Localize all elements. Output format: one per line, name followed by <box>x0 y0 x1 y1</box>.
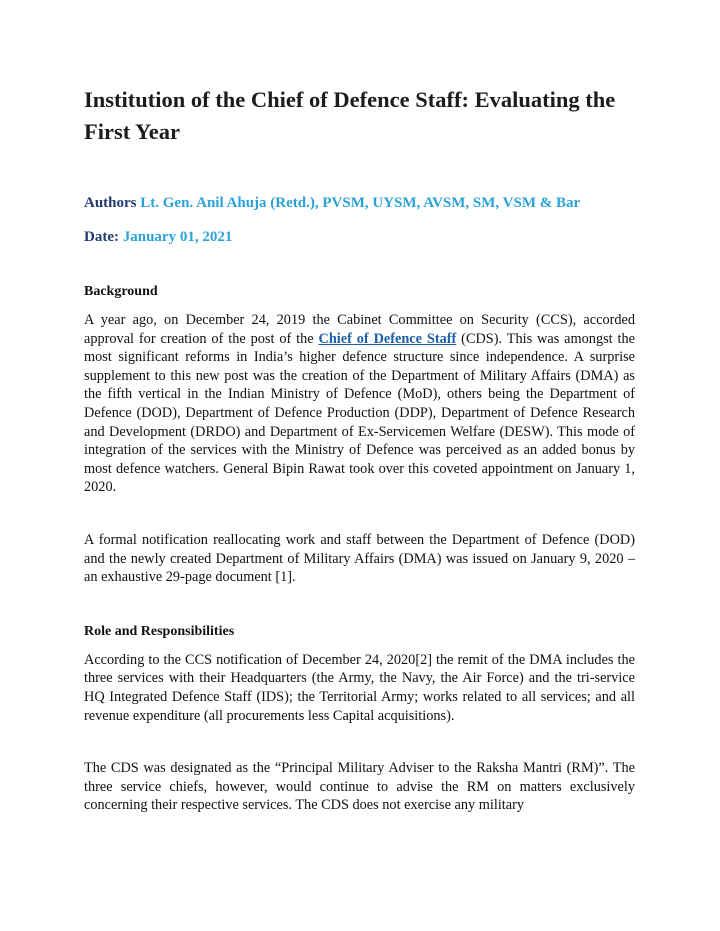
cds-link[interactable]: Chief of Defence Staff <box>318 330 457 347</box>
authors-line <box>84 193 635 213</box>
authors-label: Authors <box>84 195 137 211</box>
article-title: Institution of the Chief of Defence Staff: Evaluating the First Year <box>84 87 616 144</box>
roles-paragraph: According to the CCS notification of December 24, 2020[2] the remit of the DMA includes the three services with their Headquarters (the Army, the Navy, the Air Force) and the tri-service HQ Integrated Defence Staff (IDS); the Territorial Army; works related to all services; and all revenue expenditure (all procurements less Capital acquisitions). <box>84 651 635 724</box>
date-label: Date: <box>84 229 119 245</box>
background-paragraph <box>84 311 635 497</box>
roles-heading: Role and Responsibilities <box>84 623 235 639</box>
authors-value: Lt. Gen. Anil Ahuja (Retd.), PVSM, UYSM, AVSM, SM, VSM & Bar <box>140 195 581 211</box>
paragraph-text: (CDS). This was amongst the most significant reforms in India’s higher defence structure since independence. A surprise supplement to this new post was the creation of the Department of Military Affairs (DMA) as the fifth vertical in the Indian Ministry of Defence (MoD), others being the Department of Defence (DOD), Department of Defence Production (DDP), Department of Defence Research and Development (DRDO) and Department of Ex-Servicemen Welfare (DESW). This mode of integration of the services with the Ministry of Defence was perceived as an added bonus by most defence watchers. General Bipin Rawat took over this coveted appointment on January 1, 2020. <box>84 330 635 496</box>
paragraph-text: A year ago, on December 24, 2019 the Cabinet Committee on Security (CCS), accorded approval for creation of the post of the <box>84 312 635 347</box>
notification-paragraph: A formal notification reallocating work and staff between the Department of Defence (DOD) and the newly created Department of Military Affairs (DMA) was issued on January 9, 2020 – an exhaustive 29-page document [1]. <box>84 531 635 586</box>
cds-designation-paragraph: The CDS was designated as the “Principal Military Adviser to the Raksha Mantri (RM)”. The three service chiefs, however, would continue to advise the RM on matters exclusively concerning their respective services. The CDS does not exercise any military <box>84 760 635 814</box>
date-value: January 01, 2021 <box>122 229 233 245</box>
background-heading: Background <box>84 284 158 299</box>
date-line <box>84 227 635 247</box>
